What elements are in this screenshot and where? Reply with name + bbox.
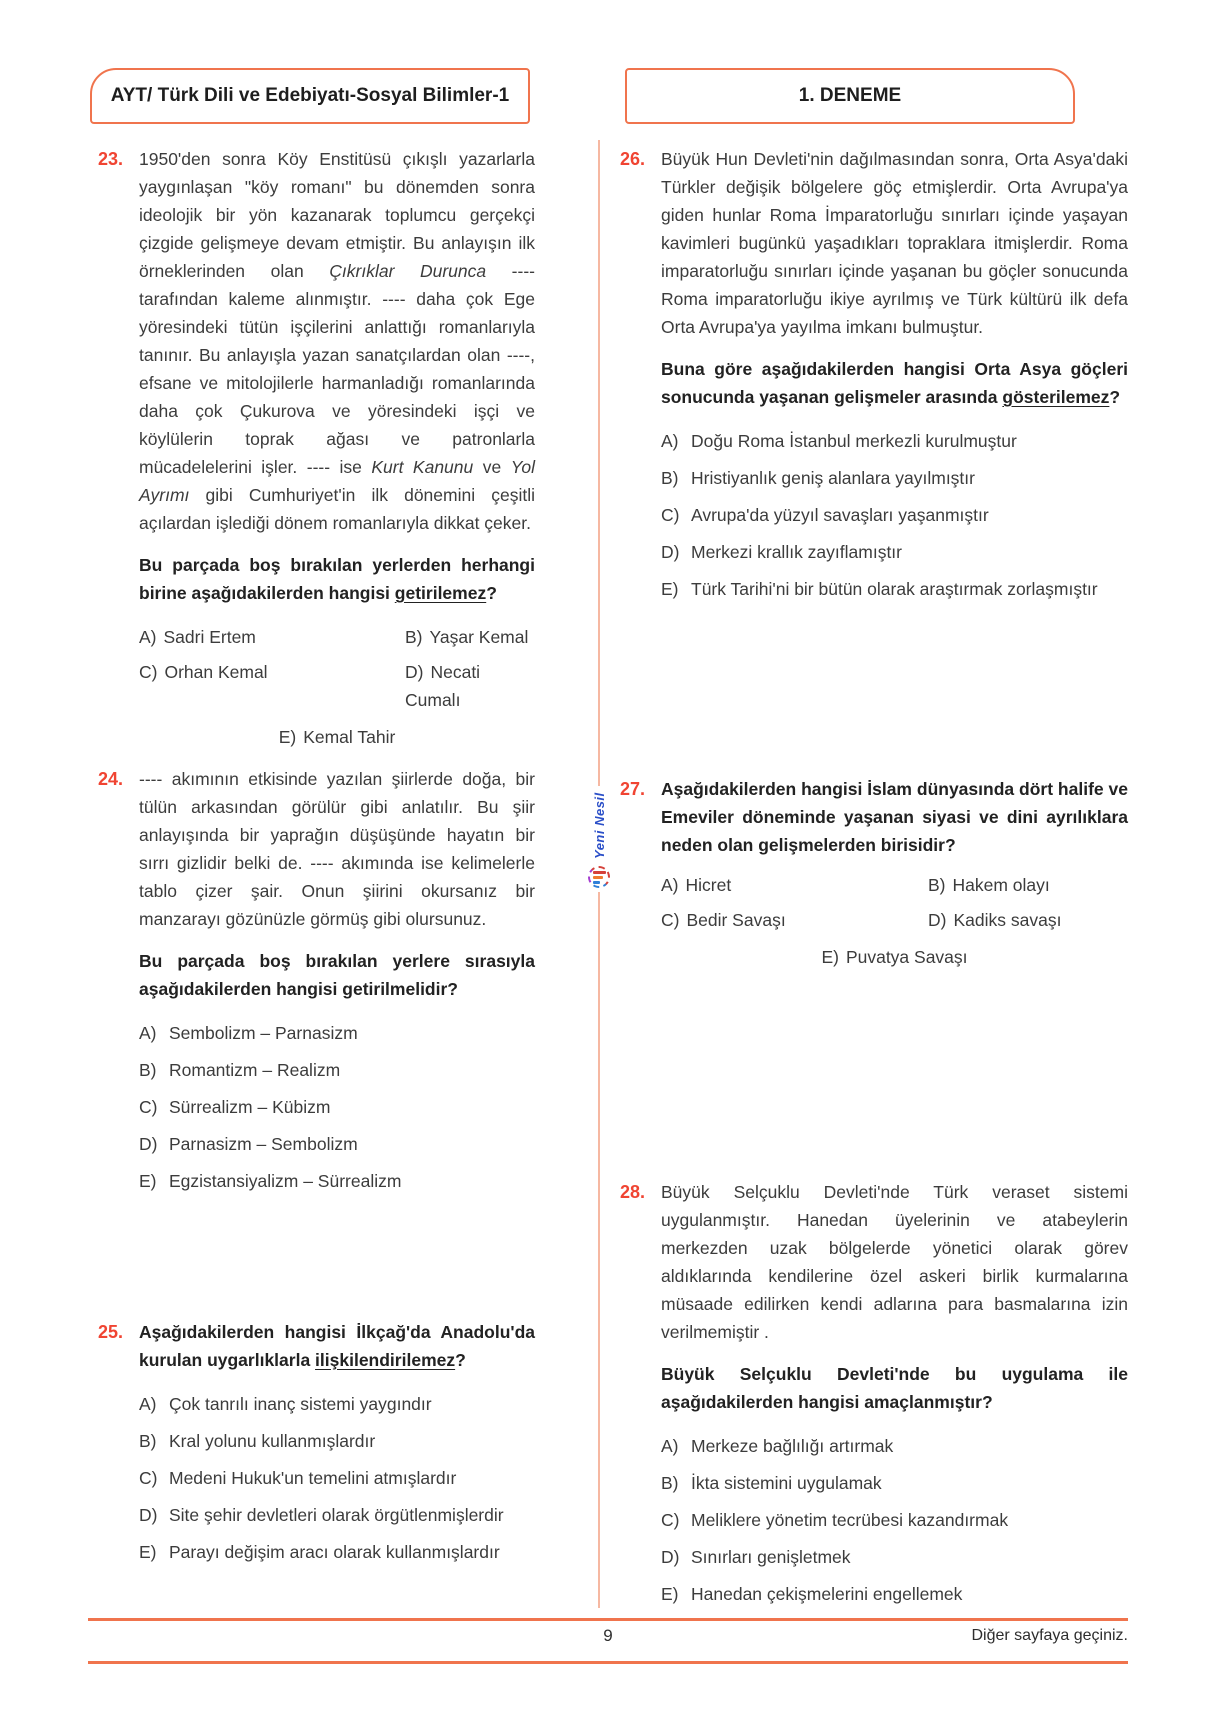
option-label: A) [139,1394,157,1414]
text-segment: Büyük Selçuklu Devleti'nde bu uygulama ile aşağıdakilerden hangisi amaçlanmıştır? [661,1364,1128,1412]
question-content [661,1178,1128,1617]
option-label: D) [661,542,680,562]
option-label: C) [661,505,680,525]
option-text: Medeni Hukuk'un temelini atmışlardır [169,1468,457,1488]
option-label: D) [139,1134,158,1154]
option-text: Egzistansiyalizm – Sürrealizm [169,1171,402,1191]
option-text: Sürrealizm – Kübizm [169,1097,331,1117]
option-text: Merkezi krallık zayıflamıştır [691,542,902,562]
option-label: C) [139,1097,158,1117]
question-number: 25. [98,1322,124,1342]
option-text: Yaşar Kemal [429,627,529,647]
question-24 [98,765,535,1204]
option-d [661,538,1128,566]
question-number: 26. [620,149,646,169]
option-text: Hakem olayı [952,875,1050,895]
question-stem [661,1360,1128,1416]
option-text: Avrupa'da yüzyıl savaşları yaşanmıştır [691,505,989,525]
option-label: E) [139,1542,157,1562]
option-label: B) [661,1473,679,1493]
options [139,623,535,758]
option-c [139,1093,535,1121]
question-number: 24. [98,769,124,789]
option-label: B) [139,1060,157,1080]
option-label: E) [821,947,839,967]
page-number: 9 [603,1626,613,1645]
option-text: Merkeze bağlılığı artırmak [691,1436,894,1456]
question-stem [139,1318,535,1374]
question-28 [620,1178,1128,1617]
option-d [928,906,1128,934]
option-label: E) [661,1584,679,1604]
option-label: B) [661,468,679,488]
question-26 [620,145,1128,612]
option-text: Sadri Ertem [163,627,256,647]
text-segment: ve [473,457,511,477]
logo-bar [593,876,603,879]
option-e [661,943,1128,971]
option-e [661,1580,1128,1608]
question-content [139,765,535,1204]
logo-bar [593,871,606,874]
option-c [661,906,928,934]
footer-divider-bottom [88,1661,1128,1664]
option-text: Kadiks savaşı [953,910,1062,930]
option-e [139,723,535,751]
option-e [661,575,1128,603]
question-content [661,775,1128,978]
exam-number-box [625,68,1075,124]
book-title: Çıkrıklar Durunca [329,261,487,281]
option-c [139,1464,535,1492]
option-label: C) [139,1468,158,1488]
text-segment: Aşağıdakilerden hangisi İslam dünyasında dört halife ve Emeviler döneminde yaşanan siyasi ve dini ayrılıklara neden olan gelişmelerden birisidir? [661,779,1128,855]
text-segment: Bu parçada boş bırakılan yerlere sırasıyla aşağıdakilerden hangisi getirilmelidir? [139,951,535,999]
option-label: A) [661,1436,679,1456]
question-body [661,145,1128,341]
option-label: B) [405,627,423,647]
question-body [661,1178,1128,1346]
option-text: Parayı değişim aracı olarak kullanmışlardır [169,1542,500,1562]
book-title: Yol Ayrımı [139,457,536,505]
option-b [139,1427,535,1455]
option-text: Hristiyanlık geniş alanlara yayılmıştır [691,468,975,488]
option-b [139,1056,535,1084]
option-c [661,1506,1128,1534]
option-label: A) [139,627,157,647]
option-label: D) [661,1547,680,1567]
option-a [139,1019,535,1047]
option-d [661,1543,1128,1571]
publisher-logo-text: Yeni Nesil [591,792,607,860]
options [139,1390,535,1566]
option-text: Kral yolunu kullanmışlardır [169,1431,376,1451]
options [661,871,1128,978]
option-text: Çok tanrılı inanç sistemi yaygındır [169,1394,432,1414]
text-segment: gibi Cumhuriyet'in ilk dönemini çeşitli açılardan işlediği dönem romanlarıyla dikkat çeker. [139,485,535,533]
option-a [139,1390,535,1418]
option-label: E) [661,579,679,599]
text-segment: Aşağıdakilerden hangisi İlkçağ'da Anadolu'da kurulan uygarlıklarla [139,1322,535,1370]
option-a [661,871,928,899]
question-23 [98,145,535,758]
option-c [661,501,1128,529]
question-25 [98,1318,535,1575]
question-content [661,145,1128,612]
publisher-logo [581,786,617,892]
options [661,427,1128,603]
question-body [139,145,535,537]
underlined-keyword: gösterilemez [1002,387,1110,407]
text-segment: 1950'den sonra Köy Enstitüsü çıkışlı yazarlarla yaygınlaşan "köy romanı" bu dönemden sonra ideolojik bir yön kazanarak toplumcu gerçekçi çizgide gelişmeye devam etmiştir. Bu anlayışın ilk örneklerinden olan [139,149,535,281]
option-b [661,1469,1128,1497]
question-number: 23. [98,149,124,169]
option-c [139,658,405,714]
text-segment: Bu parçada boş bırakılan yerlerden herhangi birine aşağıdakilerden hangisi [139,555,535,603]
option-text: Romantizm – Realizm [169,1060,341,1080]
option-label: D) [928,910,947,930]
exam-number: 1. DENEME [798,85,902,106]
option-a [661,1432,1128,1460]
option-label: C) [661,910,680,930]
question-body [139,765,535,933]
option-label: E) [278,727,297,747]
option-e [139,1538,535,1566]
option-d [139,1501,535,1529]
question-stem [139,551,535,607]
text-segment: ? [455,1350,466,1370]
option-label: B) [928,875,946,895]
option-b [928,871,1128,899]
option-text: Doğu Roma İstanbul merkezli kurulmuştur [691,431,1017,451]
option-b [405,623,535,651]
text-segment: Buna göre aşağıdakilerden hangisi Orta Asya göçleri sonucunda yaşanan gelişmeler arasında [661,359,1128,407]
book-title: Kurt Kanunu [371,457,474,477]
option-a [661,427,1128,455]
options [139,1019,535,1195]
question-stem [661,355,1128,411]
text-segment: ---- akımının etkisinde yazılan şiirlerde doğa, bir tülün arkasından görülür gibi anlatılır. Bu şiir anlayışında bir yaprağın düşüşünde hayatın bir sırrı gizlidir belki de. ---- akımında ise kelimelerle tablo çizer şair. Onun şiirini okursanız bir manzarayı gözünüzle görmüş gibi olursunuz. [139,769,535,929]
question-content [139,1318,535,1575]
option-text: Meliklere yönetim tecrübesi kazandırmak [691,1510,1009,1530]
option-text: Necati Cumalı [405,662,481,710]
option-text: Hanedan çekişmelerini engellemek [691,1584,963,1604]
question-number: 27. [620,779,646,799]
footer-divider-top [88,1618,1128,1621]
option-label: D) [405,662,424,682]
question-27 [620,775,1128,978]
text-segment: Büyük Selçuklu Devleti'nde Türk veraset sistemi uygulanmıştır. Hanedan üyelerinin ve atabeylerin merkezden uzak bölgelerde yönetici olarak görev aldıklarında kendilerine özel askeri birlik kurmalarına müsaade edilirken kendi adlarına para basmalarına izin verilmemiştir . [661,1182,1128,1342]
logo-bar [593,881,600,884]
option-e [139,1167,535,1195]
question-number: 28. [620,1182,646,1202]
underlined-keyword: ilişkilendirilemez [315,1350,456,1370]
option-a [139,623,405,651]
option-label: B) [139,1431,157,1451]
option-label: A) [661,875,679,895]
text-segment: ? [1109,387,1121,407]
option-label: E) [139,1171,157,1191]
text-segment: ---- tarafından kaleme alınmıştır. ---- daha çok Ege yöresindeki tütün işçilerini anlattığı romanlarıyla tanınır. Bu anlayışla yazan sanatçılardan olan ----, efsane ve mitolojilerle harmanladığı romanlarında daha çok Çukurova ve yöresindeki işçi ve köylülerin toprak ağası ve patronlarla mücadelelerini işler. ---- ise [139,261,535,477]
option-label: A) [661,431,679,451]
exam-title: AYT/ Türk Dili ve Edebiyatı-Sosyal Bilimler-1 [110,85,510,106]
option-b [661,464,1128,492]
publisher-logo-icon [588,866,610,888]
text-segment: Büyük Hun Devleti'nin dağılmasından sonra, Orta Asya'daki Türkler değişik bölgelere göç etmişlerdir. Orta Avrupa'ya giden hunlar Roma İmparatorluğu sınırları içinde yaşayan kavimleri bugünkü yaşadıkları topraklara itmişlerdir. Roma imparatorluğu sınırları içinde yaşanan bu göçler sonucunda Roma imparatorluğu ikiye ayrılmış ve Türk kültürü ilk defa Orta Avrupa'ya yayılma imkanı bulmuştur. [661,149,1128,337]
options [661,1432,1128,1608]
option-text: İkta sistemini uygulamak [691,1473,882,1493]
option-d [405,658,535,714]
underlined-keyword: getirilemez [394,583,487,603]
option-label: C) [661,1510,680,1530]
option-text: Site şehir devletleri olarak örgütlenmişlerdir [169,1505,504,1525]
option-text: Orhan Kemal [164,662,268,682]
option-text: Puvatya Savaşı [845,947,968,967]
option-label: C) [139,662,158,682]
option-text: Bedir Savaşı [686,910,786,930]
next-page-hint: Diğer sayfaya geçiniz. [971,1627,1128,1644]
question-content [139,145,535,758]
option-label: A) [139,1023,157,1043]
question-stem [661,775,1128,859]
option-label: D) [139,1505,158,1525]
option-d [139,1130,535,1158]
option-text: Parnasizm – Sembolizm [169,1134,358,1154]
exam-title-box [90,68,530,124]
option-text: Türk Tarihi'ni bir bütün olarak araştırmak zorlaşmıştır [691,579,1098,599]
option-text: Sınırları genişletmek [691,1547,851,1567]
question-stem [139,947,535,1003]
option-text: Kemal Tahir [303,727,396,747]
option-text: Sembolizm – Parnasizm [169,1023,358,1043]
option-text: Hicret [685,875,732,895]
text-segment: ? [486,583,497,603]
